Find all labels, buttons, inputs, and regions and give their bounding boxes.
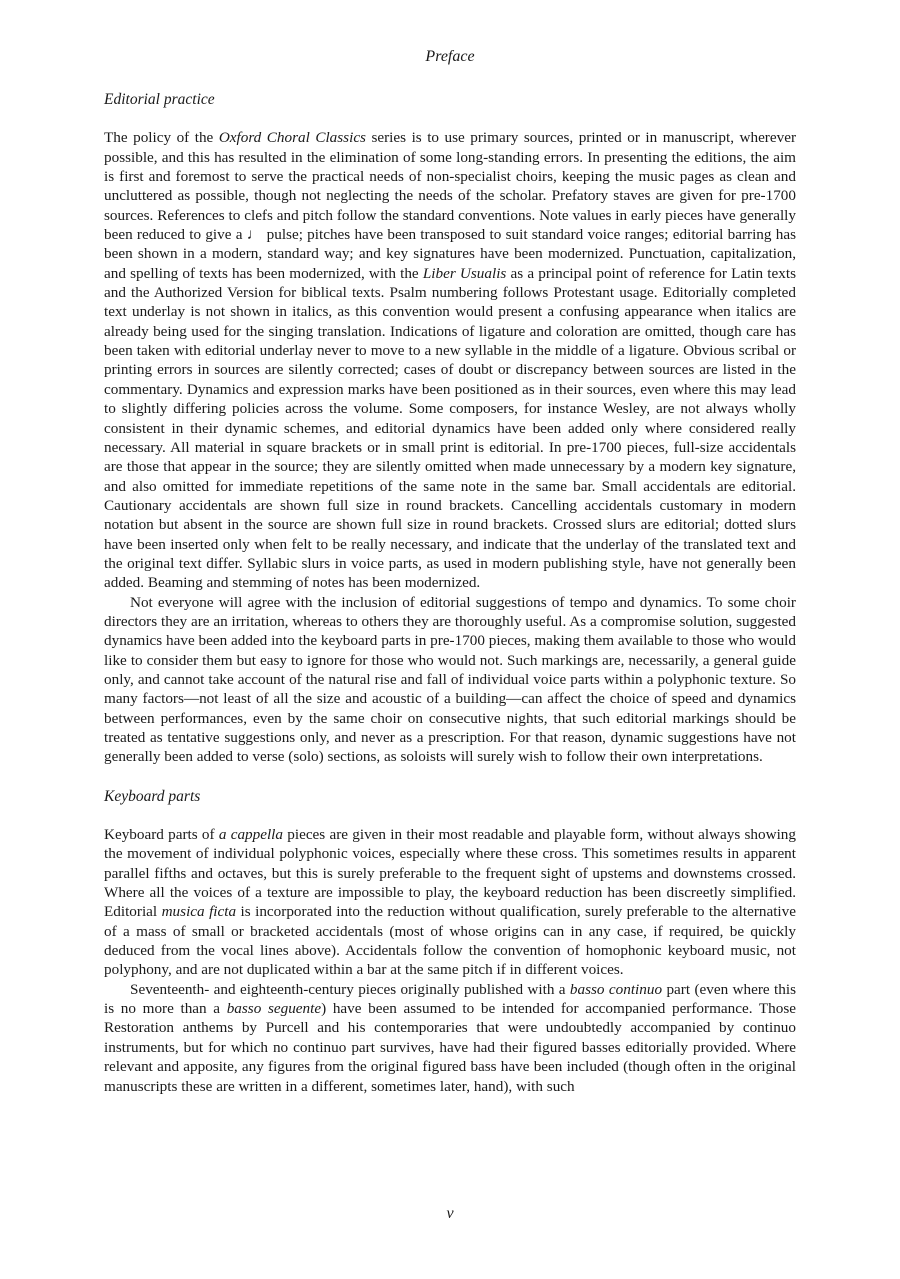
paragraph: Not everyone will agree with the inclusion of editorial suggestions of tempo and dynamics. To some choir directors they are an irritation, whereas to others they are thoroughly useful. As a compromise solution, suggested dynamics have been added into the keyboard parts in pre-1700 pieces, making them available to those who would like to consider them but easy to ignore for those who would not. Such markings are, necessarily, a general guide only, and cannot take account of the natural rise and fall of individual voice parts within a polyphonic texture. So many factors—not least of all the size and acoustic of a building—can affect the choice of speed and dynamics between performances, even by the same choir on consecutive nights, that such editorial markings should be treated as tentative suggestions only, and never as a prescription. For that reason, dynamic suggestions have not generally been added to verse (solo) sections, as soloists will surely wish to follow their own interpretations.: [104, 593, 796, 766]
paragraph: Seventeenth- and eighteenth-century pieces originally published with a basso continuo part (even where this is no more than a basso seguente) have been assumed to be intended for accompanied performance. Those Restoration anthems by Purcell and his contemporaries that were undoubtedly accompanied by continuo instruments, but for which no continuo part survives, have had their figured basses editorially provided. Where relevant and apposite, any figures from the original figured bass have been included (though often in the original manuscripts these are written in a different, sometimes later, hand), with such: [104, 980, 796, 1095]
italic-term: Liber Usualis: [422, 264, 507, 282]
italic-term: Oxford Choral Classics: [218, 129, 366, 147]
running-head: Preface: [425, 48, 475, 65]
paragraph: The policy of the Oxford Choral Classics series is to use primary sources, printed or in manuscript, wherever possible, and this has resulted in the elimination of some long-standing errors. In presenting the editions, the aim is first and foremost to serve the practical needs of non-specialist choirs, keeping the music pages as clean and uncluttered as possible, though not neglecting the needs of the scholar. Prefatory staves are given for pre-1700 sources. References to clefs and pitch follow the standard conventions. Note values in early pieces have generally been reduced to give a ♩ pulse; pitches have been transposed to suit standard voice ranges; editorial barring has been shown in a modern, standard way; and key signatures have been modernized. Punctuation, capitalization, and spelling of texts has been modernized, with the Liber Usualis as a principal point of reference for Latin texts and the Authorized Version for biblical texts. Psalm numbering follows Protestant usage. Editorially completed text underlay is not shown in italics, as this convention would present a confusing appearance when italics are already being used for the singing translation. Indications of ligature and coloration are omitted, though care has been taken with editorial underlay never to move to a new syllable in the middle of a ligature. Obvious scribal or printing errors in sources are silently corrected; cases of doubt or discrepancy between sources are listed in the commentary. Dynamics and expression marks have been positioned as in their sources, even where this may lead to slightly differing policies across the volume. Some composers, for instance Wesley, are not always wholly consistent in their dynamic schemes, and editorial dynamics have been added only where considered really necessary. All material in square brackets or in small print is editorial. In pre-1700 pieces, full-size accidentals are those that appear in the source; they are silently omitted when made unnecessary by a modern key signature, and also omitted for immediate repetitions of the same note in the same bar. Small accidentals are editorial. Cautionary accidentals are shown full size in round brackets. Cancelling accidentals customary in modern notation but absent in the source are shown full size in round brackets. Crossed slurs are editorial; dotted slurs have been inserted only when felt to be really necessary, and indicate that the underlay of the translated text and the original text differ. Syllabic slurs in voice parts, as used in modern publishing style, have not generally been added. Beaming and stemming of notes has been modernized.: [104, 129, 796, 592]
section-editorial-practice: [104, 90, 796, 767]
section-heading: Keyboard parts: [104, 787, 201, 805]
paragraph: Keyboard parts of a cappella pieces are given in their most readable and playable form, without always showing the movement of individual polyphonic voices, especially where these cross. This sometimes results in apparent parallel fifths and octaves, but this is surely preferable to the frequent sight of upstems and downstems crossed. Where all the voices of a texture are impossible to play, the keyboard reduction has been discreetly simplified. Editorial musica ficta is incorporated into the reduction without qualification, surely preferable to the alternative of a mass of small or bracketed accidentals (most of whose origins can in any case, if required, be quickly deduced from the vocal lines above). Accidentals follow the convention of homophonic keyboard music, not polyphony, and are not duplicated within a bar at the same pitch if in different voices.: [104, 826, 796, 979]
section-keyboard-parts: [104, 787, 796, 1096]
italic-term: basso continuo: [569, 980, 663, 998]
section-heading: Editorial practice: [104, 91, 215, 108]
italic-term: basso seguente: [226, 1000, 322, 1018]
italic-term: a cappella: [218, 826, 283, 844]
italic-term: musica ficta: [161, 903, 237, 921]
page-body: [104, 90, 796, 1096]
page-number: v: [446, 1205, 454, 1222]
